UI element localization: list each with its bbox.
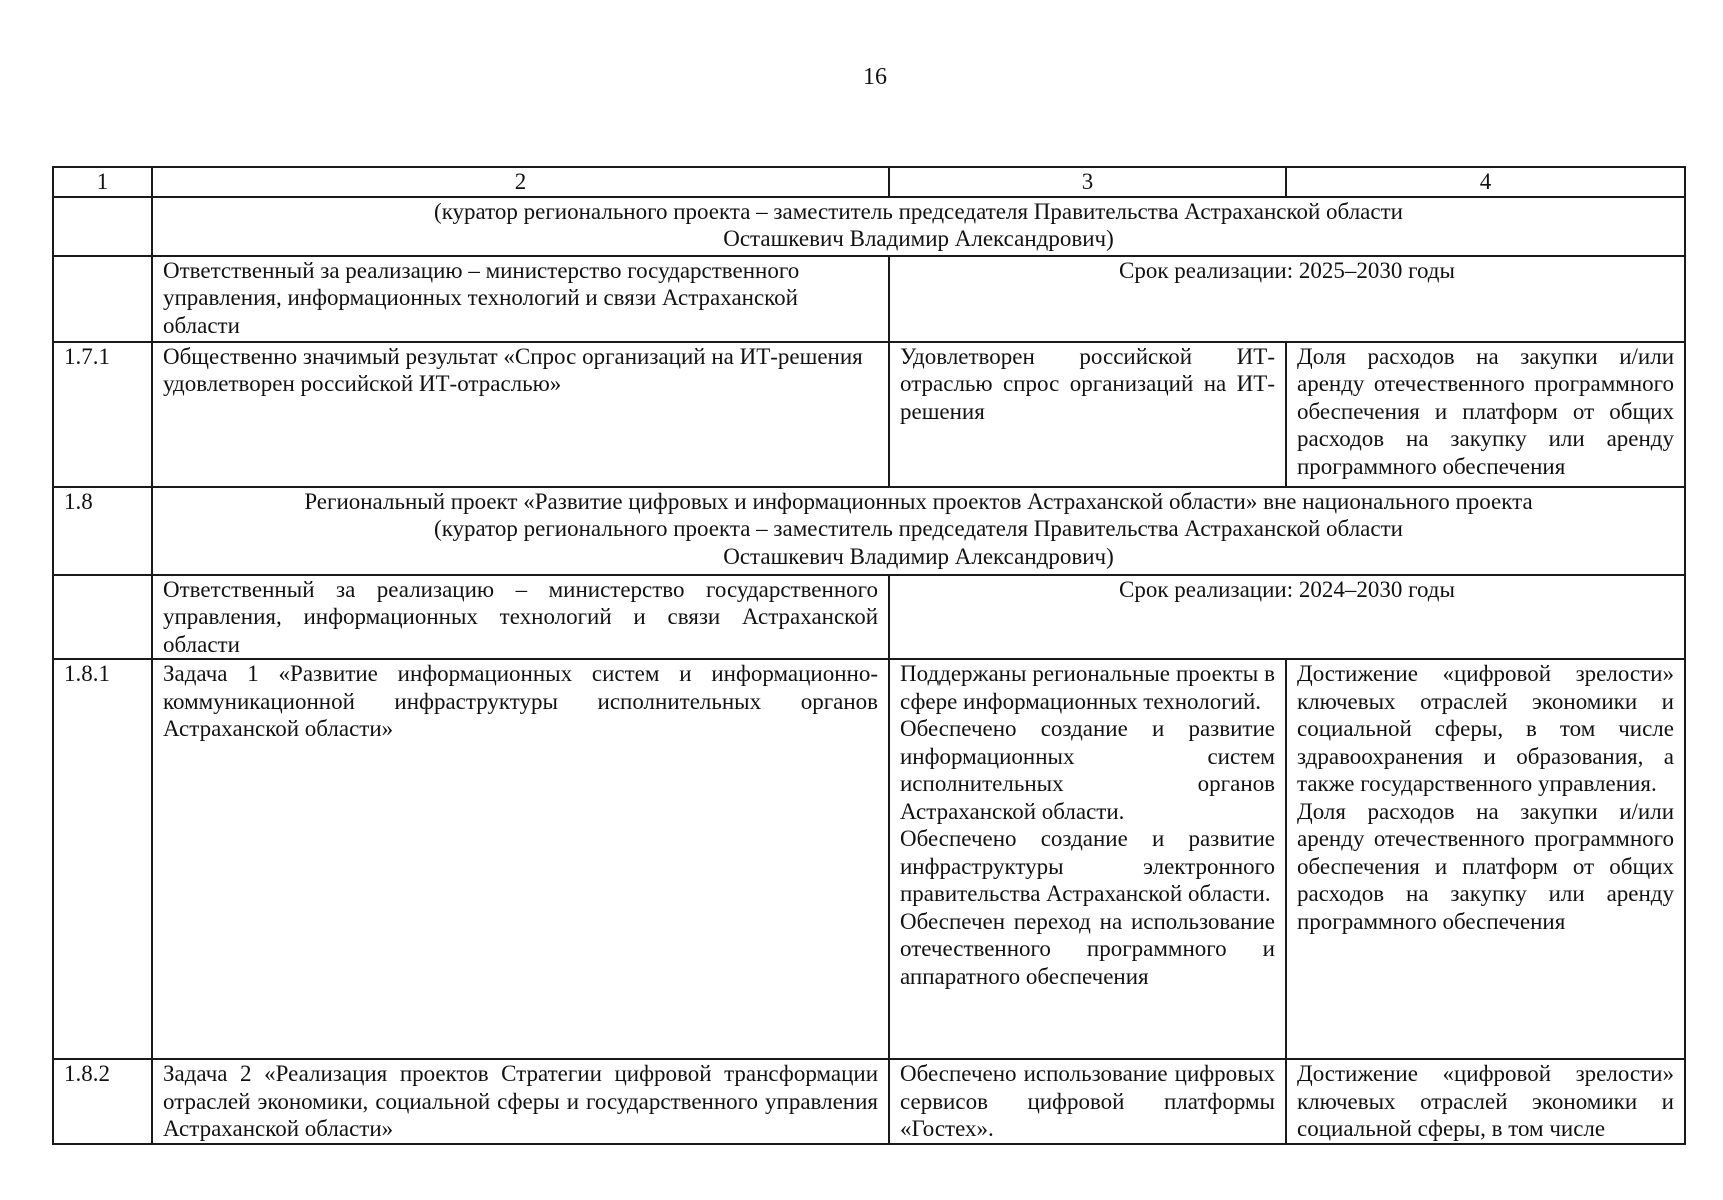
implementation-term: Срок реализации: 2024–2030 годы	[889, 575, 1685, 660]
regional-project-line-3: Осташкевич Владимир Александрович)	[723, 543, 1114, 569]
table-row	[53, 659, 1685, 1059]
result-item: Обеспечено создание и развитие инфраструктуры электронного правительства Астраханской области.	[900, 826, 1275, 906]
row-result: Обеспечено использование цифровых сервисов цифровой платформы «Гостех».	[889, 1059, 1286, 1144]
result-item: Обеспечено создание и развитие информационных систем исполнительных органов Астраханской области.	[900, 716, 1275, 824]
row-indicator: Достижение «цифровой зрелости» ключевых отраслей экономики и социальной сферы, в том числе	[1286, 1059, 1685, 1144]
responsible-text: Ответственный за реализацию – министерство государственного управления, информационных технологий и связи Астраханской области	[152, 256, 889, 342]
row-name: Общественно значимый результат «Спрос организаций на ИТ-решения удовлетворен российской ИТ-отраслью»	[152, 342, 889, 487]
table-row	[53, 342, 1685, 487]
regional-project-line-1: Региональный проект «Развитие цифровых и информационных проектов Астраханской области» вне национального проекта	[304, 488, 1533, 514]
row-number: 1.8.2	[53, 1059, 152, 1144]
regional-project-line-2: (куратор регионального проекта – заместитель председателя Правительства Астраханской области	[434, 516, 1403, 541]
table-row	[53, 1059, 1685, 1144]
result-item: Поддержаны региональные проекты в сфере информационных технологий.	[900, 661, 1275, 714]
row-indicator: Доля расходов на закупки и/или аренду отечественного программного обеспечения и платформ от общих расходов на закупку или аренду программного обеспечения	[1286, 342, 1685, 487]
responsible-row	[53, 256, 1685, 342]
column-number-2: 2	[152, 167, 889, 197]
result-item: Обеспечен переход на использование отечественного программного и аппаратного обеспечения	[900, 908, 1275, 989]
indicator-item: Доля расходов на закупки и/или аренду отечественного программного обеспечения и платформ от общих расходов на закупку или аренду программного обеспечения	[1297, 798, 1674, 934]
regional-project-row	[53, 487, 1685, 575]
column-number-1: 1	[53, 167, 152, 197]
row-result: Удовлетворен российской ИТ-отраслью спрос организаций на ИТ-решения	[889, 342, 1286, 487]
empty-number-cell	[53, 575, 152, 660]
row-indicators	[1286, 659, 1685, 1059]
implementation-term: Срок реализации: 2025–2030 годы	[889, 256, 1685, 342]
row-number: 1.7.1	[53, 342, 152, 487]
row-name: Задача 2 «Реализация проектов Стратегии цифровой трансформации отраслей экономики, социальной сферы и государственного управления Астраханской области»	[152, 1059, 889, 1144]
curator-line-1: (куратор регионального проекта – заместитель председателя Правительства Астраханской области	[434, 198, 1403, 224]
column-number-3: 3	[889, 167, 1286, 197]
empty-number-cell	[53, 197, 152, 256]
regional-project-title-cell	[152, 487, 1685, 575]
responsible-row	[53, 575, 1685, 660]
row-name: Задача 1 «Развитие информационных систем и информационно-коммуникационной инфраструктуры исполнительных органов Астраханской области»	[152, 659, 889, 1059]
curator-line-2: Осташкевич Владимир Александрович)	[723, 226, 1114, 251]
empty-number-cell	[53, 256, 152, 342]
row-number: 1.8.1	[53, 659, 152, 1059]
row-results	[889, 659, 1286, 1059]
program-table	[52, 166, 1686, 1145]
row-number: 1.8	[53, 487, 152, 575]
table-header-row	[53, 167, 1685, 197]
curator-row	[53, 197, 1685, 256]
page-number: 16	[863, 64, 887, 90]
curator-cell	[152, 197, 1685, 256]
column-number-4: 4	[1286, 167, 1685, 197]
responsible-text: Ответственный за реализацию – министерство государственного управления, информационных технологий и связи Астраханской области	[152, 575, 889, 660]
indicator-item: Достижение «цифровой зрелости» ключевых отраслей экономики и социальной сферы, в том числе здравоохранения и образования, а также государственного управления.	[1297, 661, 1674, 796]
